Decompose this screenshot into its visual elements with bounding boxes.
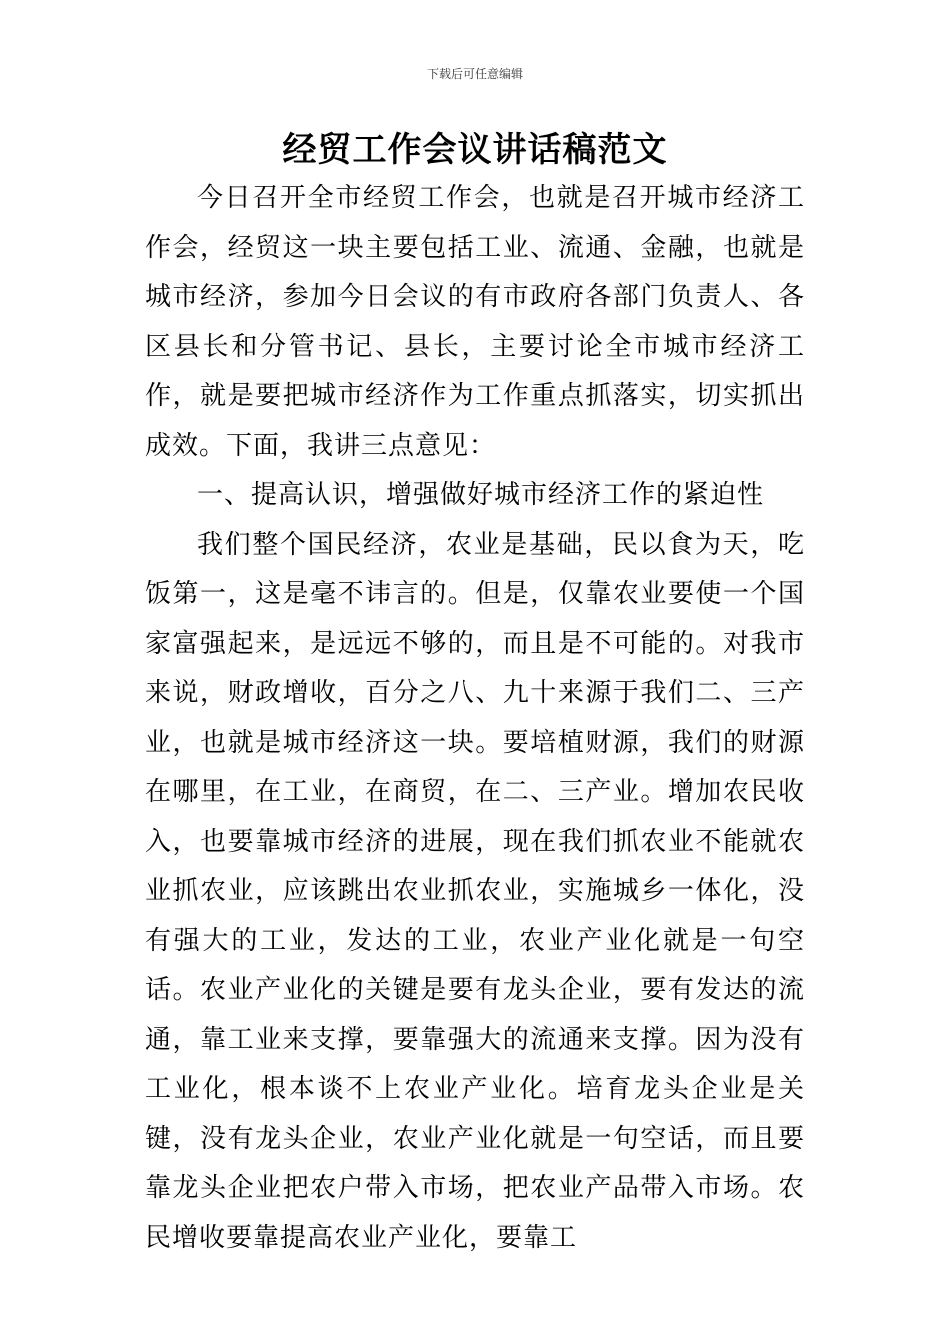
document-body	[145, 174, 805, 1263]
document-title: 经贸工作会议讲话稿范文	[282, 130, 668, 170]
intro-paragraph: 今日召开全市经贸工作会，也就是召开城市经济工作会，经贸这一块主要包括工业、流通、金融，也就是城市经济，参加今日会议的有市政府各部门负责人、各区县长和分管书记、县长，主要讨论全市城市经济工作，就是要把城市经济作为工作重点抓落实，切实抓出成效。下面，我讲三点意见：	[145, 183, 805, 461]
page-header-note: 下载后可任意编辑	[426, 67, 523, 81]
section-1-paragraph: 我们整个国民经济，农业是基础，民以食为天，吃饭第一，这是毫不讳言的。但是，仅靠农业要使一个国家富强起来，是远远不够的，而且是不可能的。对我市来说，财政增收，百分之八、九十来源于我们二、三产业，也就是城市经济这一块。要培植财源，我们的财源在哪里，在工业，在商贸，在二、三产业。增加农民收入，也要靠城市经济的进展，现在我们抓农业不能就农业抓农业，应该跳出农业抓农业，实施城乡一体化，没有强大的工业，发达的工业，农业产业化就是一句空话。农业产业化的关键是要有龙头企业，要有发达的流通，靠工业来支撑，要靠强大的流通来支撑。因为没有工业化，根本谈不上农业产业化。培育龙头企业是关键，没有龙头企业，农业产业化就是一句空话，而且要靠龙头企业把农户带入市场，把农业产品带入市场。农民增收要靠提高农业产业化，要靠工	[145, 529, 805, 1253]
section-1-heading: 一、提高认识，增强做好城市经济工作的紧迫性	[197, 480, 765, 510]
